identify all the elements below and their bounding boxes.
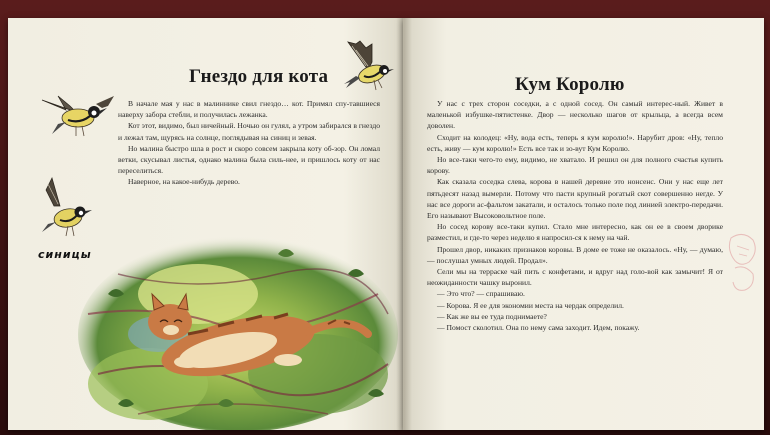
paragraph: Сели мы на терраске чай пить с конфетами, и вдруг над голо-вой как замычит! Я от неожиданности чашку выронил. <box>427 267 723 288</box>
paragraph: У нас с трех сторон соседки, а с одной сосед. Он самый интерес-ный. Живет в маленькой избушке-пятистенке. Двор — несколько шагов от крыльца, а всегда всем доволен. <box>427 99 723 131</box>
illustration-caption: синицы <box>38 248 92 261</box>
left-page <box>8 18 403 430</box>
paragraph: Как сказала соседка слева, корова в нашей деревне это нонсенс. Они у нас еще лет пятьдесят назад вымерли. Потому что пасти крупный рогатый скот совершенно негде. У нас все дороги ас-фальтом закатали, и осталось только поле под линией электро-передачи. Его называют Высоковольтное поле. <box>427 177 723 221</box>
titmouse-left-illustration <box>36 90 116 142</box>
left-page-title: Гнездо для кота <box>189 66 329 87</box>
paragraph: — Это что? — спрашиваю. <box>437 289 525 299</box>
paragraph: Прошел двор, никаких признаков коровы. В доме ее тоже не оказалось. «Ну, — думаю, — послушал умных людей. Продал». <box>427 244 723 265</box>
right-page-title: Кум Королю <box>515 74 625 95</box>
paragraph: — Корова. Я ее для экономии места на чердак определил. <box>437 300 624 310</box>
paragraph: Сходит на колодец: «Ну, вода есть, теперь я кум королю!». Нарубит дров: «Ну, тепло есть, живу — кум королю!» Есть все так и зо-вут Кум Королю. <box>427 132 723 153</box>
flying-titmouse-illustration <box>338 40 396 95</box>
paragraph: Кот этот, видимо, был ничейный. Ночью он гулял, а утром забирался в гнездо и лежал там, щурясь на солнце, поглядывая на синиц и зевая. <box>118 121 380 142</box>
paragraph: Но сосед корову все-таки купил. Стало мне интересно, как он ее в своем дворике разместил, и где-то через неделю я напросил-ся к нему на чай. <box>427 222 723 243</box>
paragraph: — Как же вы ее туда поднимаете? <box>437 311 547 321</box>
cat-in-nest-illustration <box>78 234 398 430</box>
right-page-text <box>427 98 723 333</box>
library-stamp-mark <box>725 228 761 298</box>
book-gutter <box>396 18 412 430</box>
right-page <box>403 18 764 430</box>
paragraph: В начале мая у нас в малиннике свил гнездо… кот. Примял спу-тавшиеся наверху забора стебли, и получилась лежанка. <box>118 99 380 120</box>
left-page-text <box>118 98 380 188</box>
paragraph: Наверное, на какое-нибудь дерево. <box>128 177 240 187</box>
paragraph: — Помост сколотил. Она по нему сама заходит. Идем, покажу. <box>437 323 640 333</box>
paragraph: Но малина быстро шла в рост и скоро совсем закрыла коту об-зор. Он ломал ветки, скусывал листья, однако малина была силь-нее, и пришлось коту от нас переселиться. <box>118 143 380 176</box>
paragraph: Но все-таки чего-то ему, видимо, не хватало. И решил он для полного счастья купить корову. <box>427 155 723 176</box>
open-book <box>8 18 764 430</box>
